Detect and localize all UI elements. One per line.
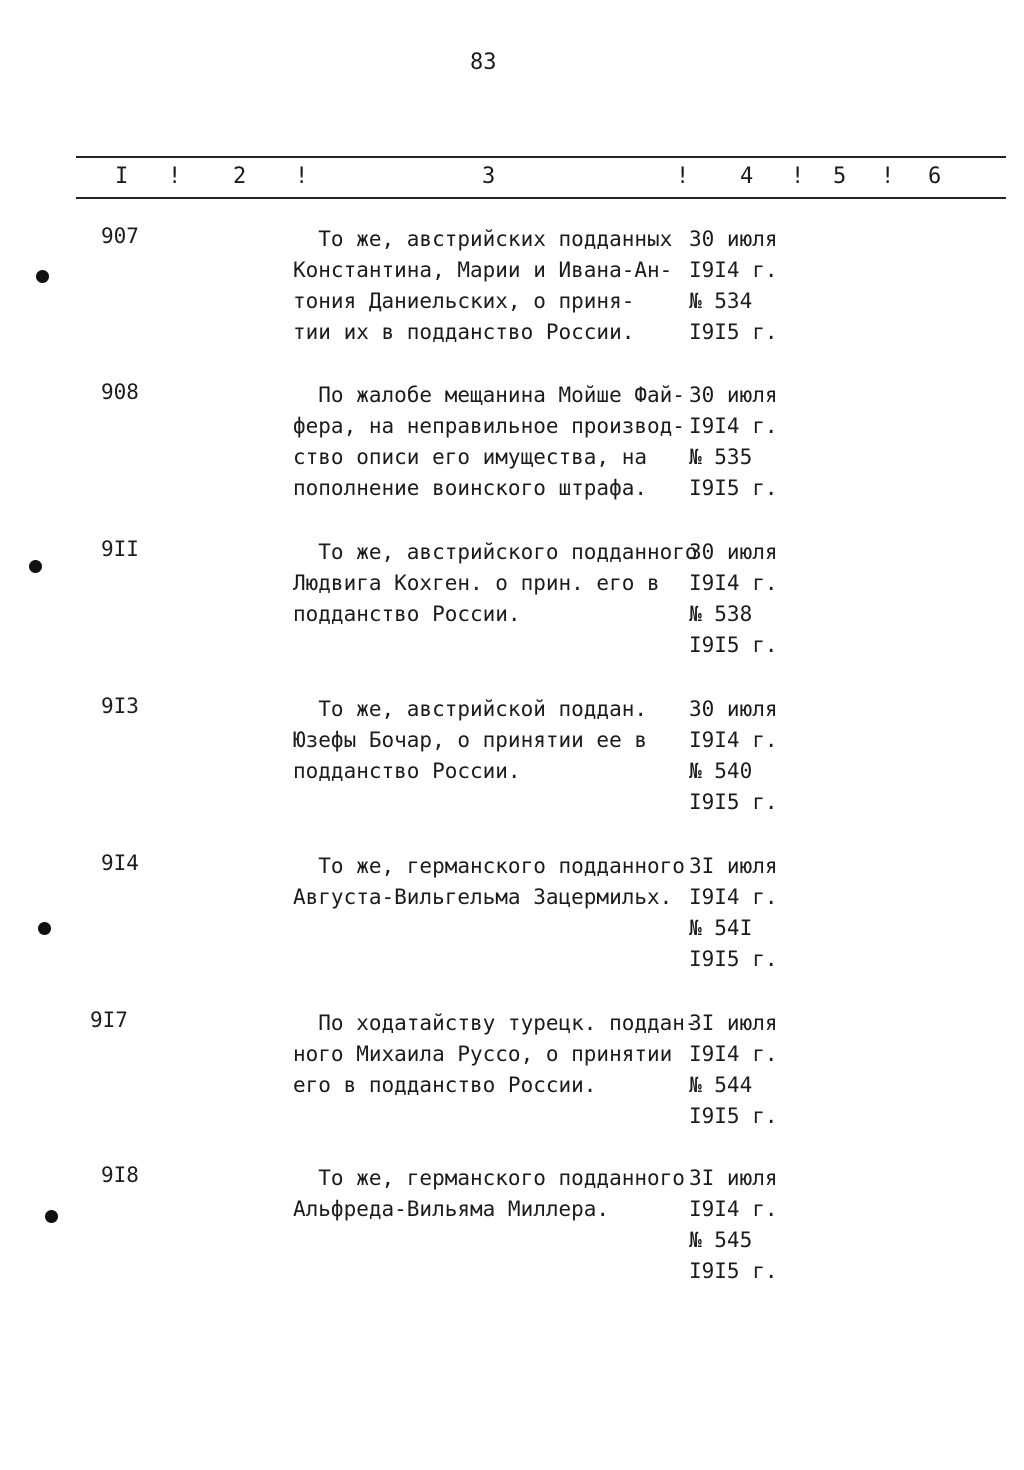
table-row [0, 224, 1024, 354]
entry-date: 3I июля I9I4 г. № 544 I9I5 г. [689, 1011, 778, 1128]
entry-number: 908 [101, 380, 139, 404]
table-row [0, 380, 1024, 510]
header-separator: ! [881, 164, 895, 189]
header-top-rule [76, 156, 1006, 158]
entry-description: По ходатайству турецк. поддан- ного Михаила Руссо, о принятии его в подданство России. [293, 1011, 698, 1097]
entry-number: 907 [101, 224, 139, 248]
entry-date: 30 июля I9I4 г. № 540 I9I5 г. [689, 697, 778, 814]
table-row [0, 1163, 1024, 1293]
punch-hole [45, 1210, 58, 1223]
entry-description: То же, германского подданного Августа-Вильгельма Зацермильх. [293, 854, 685, 909]
header-col-6: 6 [928, 164, 942, 189]
header-separator: ! [168, 164, 182, 189]
table-row [0, 851, 1024, 981]
header-separator: ! [295, 164, 309, 189]
entry-number: 9I4 [101, 851, 139, 875]
entry-date: 30 июля I9I4 г. № 538 I9I5 г. [689, 540, 778, 657]
entry-description: То же, австрийского подданного Людвига Кохген. о прин. его в подданство России. [293, 540, 698, 626]
header-col-2: 2 [233, 164, 247, 189]
punch-hole [29, 560, 42, 573]
page-number: 83 [470, 50, 497, 75]
header-col-1: I [115, 164, 129, 189]
table-row [0, 537, 1024, 667]
header-col-4: 4 [740, 164, 754, 189]
entry-date: 3I июля I9I4 г. № 54I I9I5 г. [689, 854, 778, 971]
punch-hole [36, 270, 49, 283]
entry-description: То же, австрийской поддан. Юзефы Бочар, о принятии ее в подданство России. [293, 697, 648, 783]
entry-number: 9II [101, 537, 139, 561]
header-bottom-rule [76, 197, 1006, 199]
header-separator: ! [791, 164, 805, 189]
entry-description: То же, германского подданного Альфреда-Вильяма Миллера. [293, 1166, 685, 1221]
table-row [0, 1008, 1024, 1138]
entry-date: 30 июля I9I4 г. № 535 I9I5 г. [689, 383, 778, 500]
entry-date: 30 июля I9I4 г. № 534 I9I5 г. [689, 227, 778, 344]
header-col-5: 5 [833, 164, 847, 189]
header-col-3: 3 [482, 164, 496, 189]
entry-date: 3I июля I9I4 г. № 545 I9I5 г. [689, 1166, 778, 1283]
entry-number: 9I8 [101, 1163, 139, 1187]
entry-number: 9I3 [101, 694, 139, 718]
entry-description: По жалобе мещанина Мойше Фай- фера, на неправильное производ- ство описи его имущества, на пополнение воинского штрафа. [293, 383, 685, 500]
entry-description: То же, австрийских подданных Константина, Марии и Ивана-Ан- тония Даниельских, о приня- тии их в подданство России. [293, 227, 673, 344]
table-row [0, 694, 1024, 824]
punch-hole [38, 922, 51, 935]
entry-number: 9I7 [90, 1008, 128, 1032]
header-separator: ! [676, 164, 690, 189]
